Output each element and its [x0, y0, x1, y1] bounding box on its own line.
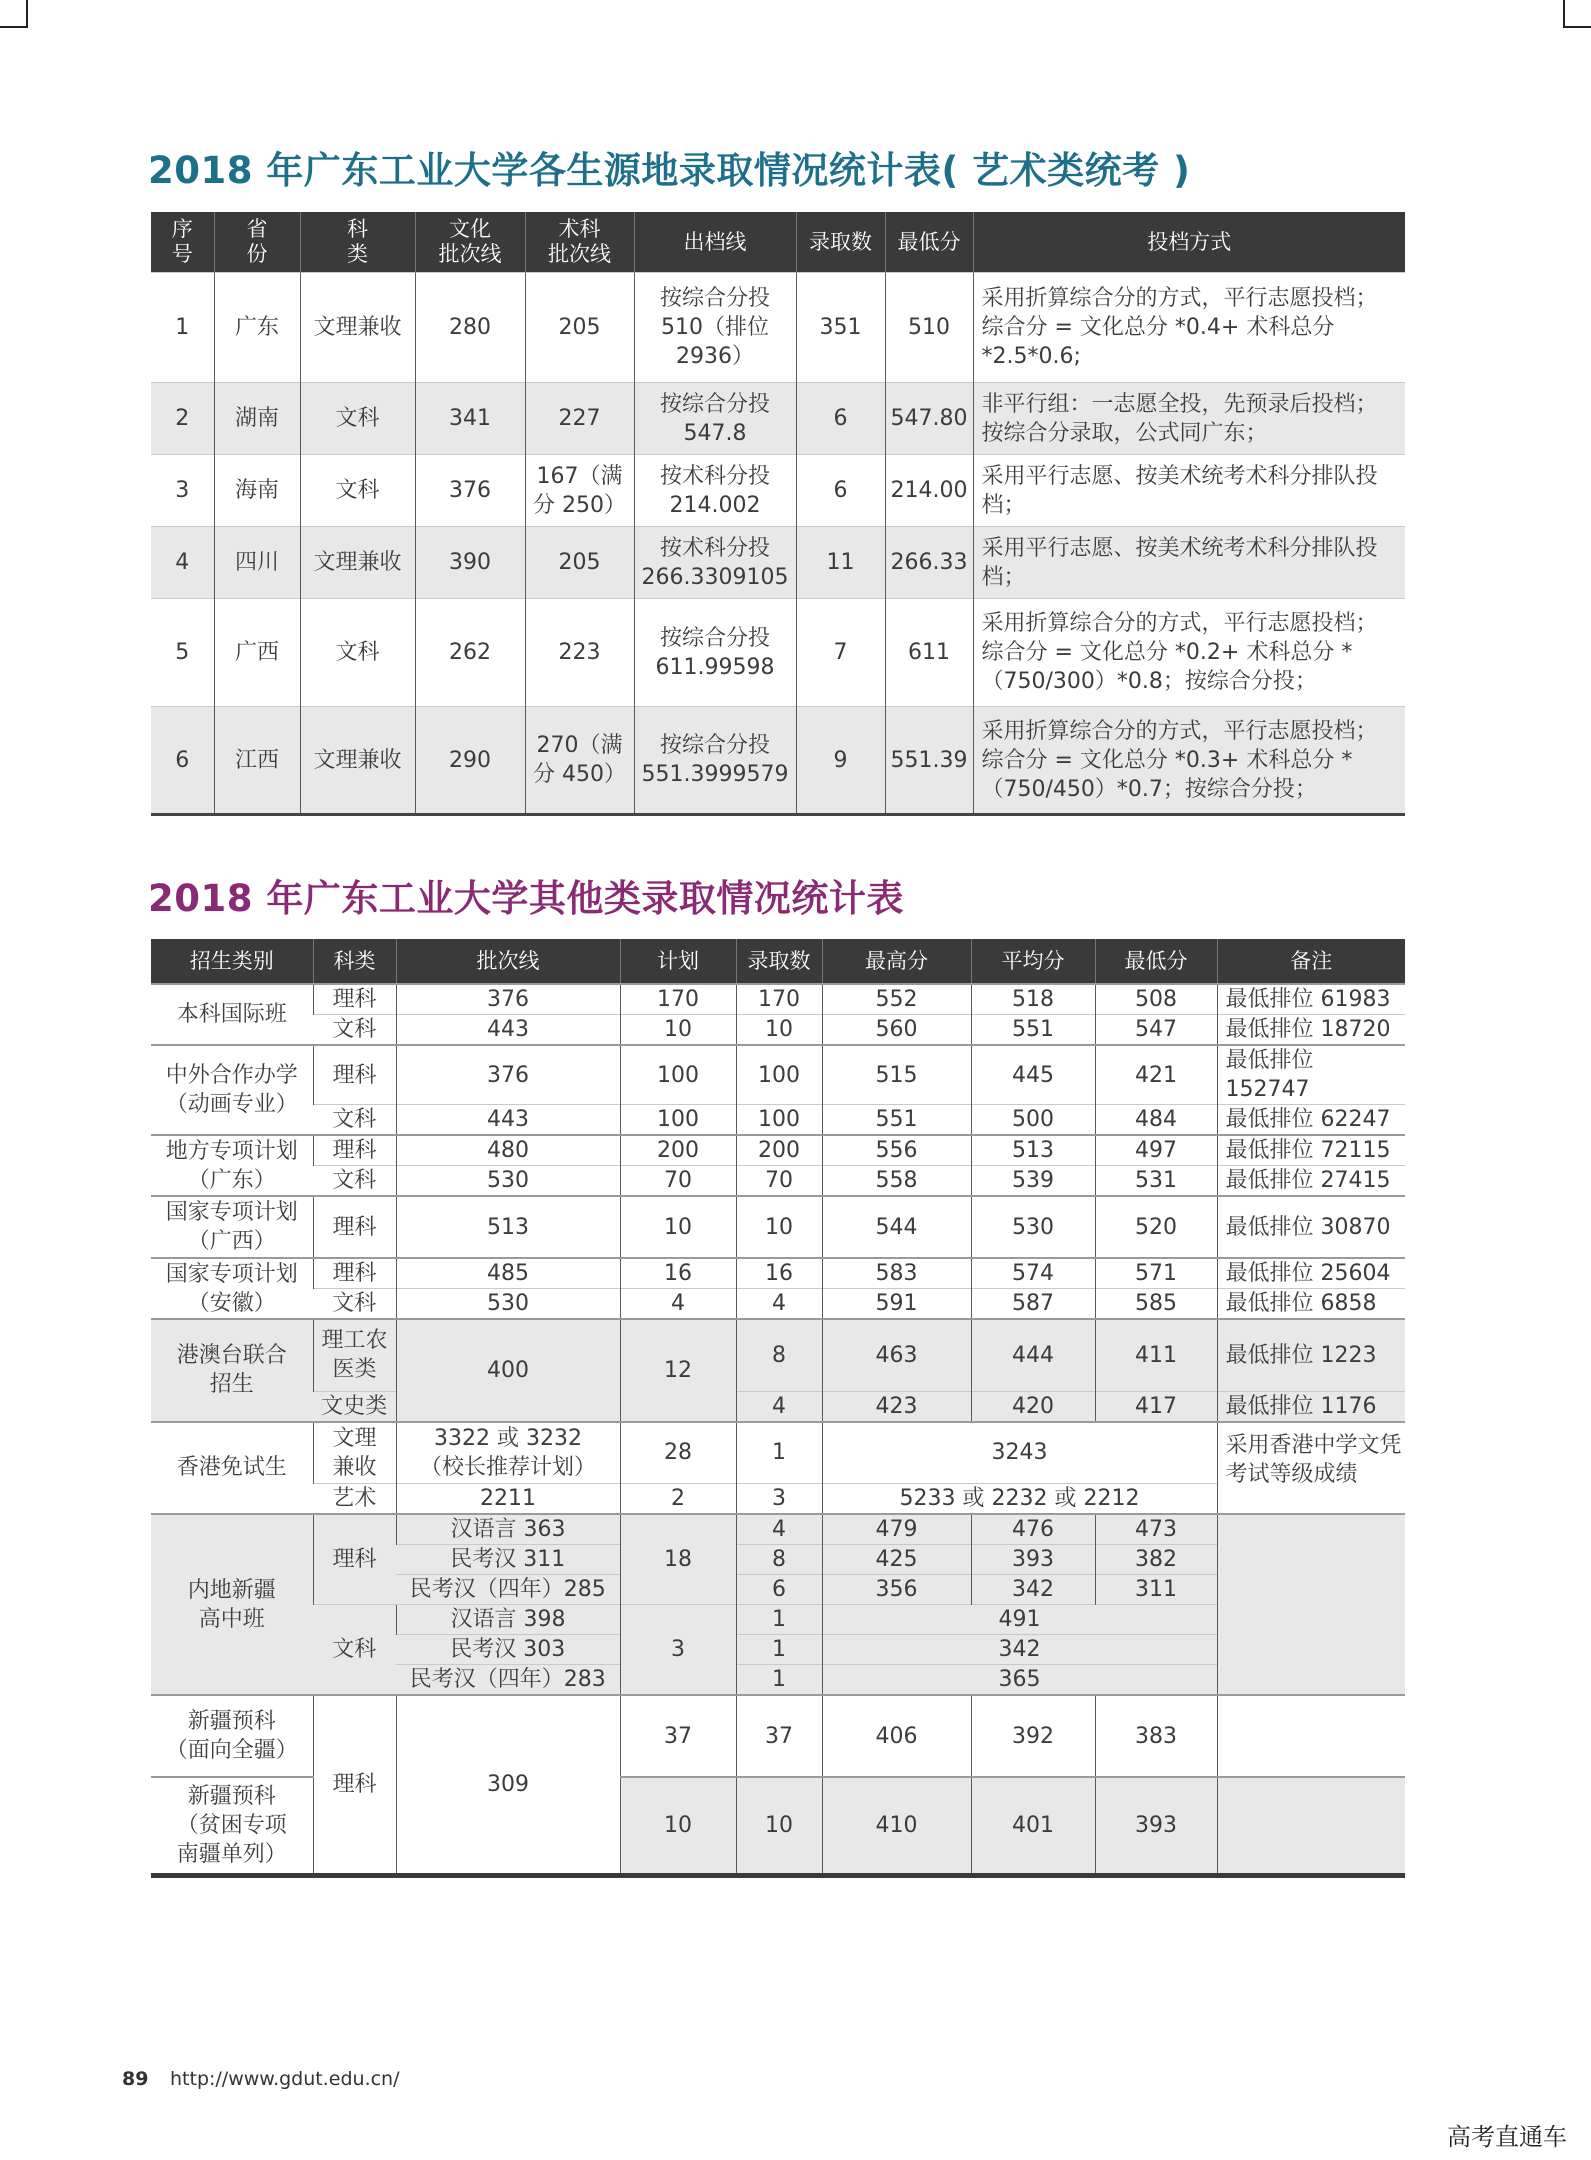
table-cell: 423 [822, 1391, 971, 1422]
table-row [151, 383, 1405, 455]
table-cell: 3 [620, 1605, 736, 1696]
table-cell: 江西 [214, 707, 300, 815]
table-cell: 520 [1095, 1196, 1217, 1258]
category-cell: 港澳台联合 招生 [151, 1319, 313, 1422]
column-header: 科 类 [300, 212, 415, 273]
table-cell: 4 [620, 1289, 736, 1320]
crop-mark-top-left [0, 0, 28, 28]
table-cell: 文科 [300, 455, 415, 527]
table-cell: 3 [151, 455, 214, 527]
table-cell: 518 [971, 984, 1095, 1015]
table-cell: 民考汉 303 [396, 1635, 620, 1665]
table-cell: 37 [736, 1695, 822, 1777]
table-row [151, 1422, 1405, 1484]
table-cell: 70 [736, 1166, 822, 1197]
table-cell: 理科 [313, 1135, 396, 1166]
table-cell: 513 [396, 1196, 620, 1258]
table-cell: 采用香港中学文凭 考试等级成绩 [1217, 1422, 1405, 1515]
table-cell: 民考汉 311 [396, 1545, 620, 1575]
table-cell: 100 [736, 1105, 822, 1136]
column-header: 录取数 [796, 212, 885, 273]
table-cell: 最低排位 62247 [1217, 1105, 1405, 1136]
table-cell: 按综合分投 551.3999579 [634, 707, 796, 815]
table-cell: 最低排位 1223 [1217, 1319, 1405, 1391]
table-cell: 484 [1095, 1105, 1217, 1136]
table-cell: 文科 [300, 383, 415, 455]
table-cell: 采用折算综合分的方式，平行志愿投档； 综合分 = 文化总分 *0.4+ 术科总分 *2.5*0.6; [973, 273, 1405, 383]
table-cell: 410 [822, 1777, 971, 1875]
table-cell: 500 [971, 1105, 1095, 1136]
table-cell: 497 [1095, 1135, 1217, 1166]
table-cell: 汉语言 398 [396, 1605, 620, 1635]
table-cell: 390 [415, 527, 525, 599]
table-cell: 文理兼收 [300, 273, 415, 383]
table-row [151, 1135, 1405, 1166]
table-cell: 8 [736, 1545, 822, 1575]
table-cell: 理科 [313, 1258, 396, 1289]
table-row [151, 527, 1405, 599]
table-cell: 2 [151, 383, 214, 455]
table-row [151, 1289, 1405, 1320]
table-cell: 445 [971, 1045, 1095, 1105]
table-cell: 400 [396, 1319, 620, 1422]
table-cell: 513 [971, 1135, 1095, 1166]
table-cell: 510 [885, 273, 973, 383]
table-cell: 非平行组：一志愿全投，先预录后投档； 按综合分录取，公式同广东； [973, 383, 1405, 455]
table-cell: 3243 [822, 1422, 1217, 1484]
table-cell: 530 [396, 1166, 620, 1197]
table-row [151, 1045, 1405, 1105]
table-cell: 最低排位 27415 [1217, 1166, 1405, 1197]
watermark: 高考直通车 [1447, 2123, 1567, 2151]
table-cell: 290 [415, 707, 525, 815]
table-cell: 558 [822, 1166, 971, 1197]
table-cell: 508 [1095, 984, 1217, 1015]
table-cell: 70 [620, 1166, 736, 1197]
page-number: 89 [122, 2068, 149, 2090]
column-header: 术科 批次线 [525, 212, 634, 273]
art-admission-table [151, 212, 1405, 816]
table-cell: 406 [822, 1695, 971, 1777]
table-cell: 411 [1095, 1319, 1217, 1391]
table-cell: 7 [796, 599, 885, 707]
table-cell: 文科 [313, 1605, 396, 1696]
table-cell [1217, 1514, 1405, 1695]
table-cell: 16 [620, 1258, 736, 1289]
category-cell: 香港免试生 [151, 1422, 313, 1515]
table-cell: 采用折算综合分的方式，平行志愿投档； 综合分 = 文化总分 *0.3+ 术科总分 * （750/450）*0.7；按综合分投； [973, 707, 1405, 815]
table-cell: 270（满 分 450） [525, 707, 634, 815]
table-cell: 591 [822, 1289, 971, 1320]
table-cell: 547 [1095, 1015, 1217, 1046]
table-cell: 443 [396, 1015, 620, 1046]
table-cell: 文科 [313, 1015, 396, 1046]
table-cell: 392 [971, 1695, 1095, 1777]
table-cell: 214.00 [885, 455, 973, 527]
table-cell: 556 [822, 1135, 971, 1166]
table-cell: 理科 [313, 1196, 396, 1258]
table-cell: 4 [736, 1391, 822, 1422]
table-cell: 476 [971, 1514, 1095, 1545]
column-header: 计划 [620, 939, 736, 984]
table-cell: 544 [822, 1196, 971, 1258]
table-cell: 530 [396, 1289, 620, 1320]
category-cell: 新疆预科 （贫困专项 南疆单列） [151, 1777, 313, 1875]
table-row [151, 455, 1405, 527]
table-cell: 2 [620, 1484, 736, 1515]
table-cell: 266.33 [885, 527, 973, 599]
table-row [151, 1319, 1405, 1391]
table-header-row [151, 939, 1405, 984]
table-cell: 574 [971, 1258, 1095, 1289]
table-cell: 10 [620, 1015, 736, 1046]
table-row [151, 1166, 1405, 1197]
table-cell: 文科 [313, 1105, 396, 1136]
table-cell: 1 [736, 1422, 822, 1484]
table-cell: 587 [971, 1289, 1095, 1320]
table-cell: 16 [736, 1258, 822, 1289]
table-cell: 12 [620, 1319, 736, 1422]
table-cell: 文史类 [313, 1391, 396, 1422]
table-cell: 9 [796, 707, 885, 815]
table-cell: 最低排位 30870 [1217, 1196, 1405, 1258]
table-cell: 473 [1095, 1514, 1217, 1545]
table-cell: 311 [1095, 1575, 1217, 1605]
table-cell: 文科 [313, 1166, 396, 1197]
table-cell: 551.39 [885, 707, 973, 815]
table-cell: 531 [1095, 1166, 1217, 1197]
column-header: 备注 [1217, 939, 1405, 984]
table-cell: 376 [396, 1045, 620, 1105]
column-header: 科类 [313, 939, 396, 984]
table-cell: 4 [736, 1289, 822, 1320]
column-header: 省 份 [214, 212, 300, 273]
table-cell: 10 [736, 1015, 822, 1046]
category-cell: 本科国际班 [151, 984, 313, 1045]
table-row [151, 984, 1405, 1015]
table-cell: 文理 兼收 [313, 1422, 396, 1484]
category-cell: 国家专项计划 （广西） [151, 1196, 313, 1258]
table-cell: 200 [736, 1135, 822, 1166]
table-row [151, 1105, 1405, 1136]
table-cell: 海南 [214, 455, 300, 527]
table-cell: 479 [822, 1514, 971, 1545]
table-row [151, 1196, 1405, 1258]
table-cell: 10 [620, 1196, 736, 1258]
table-cell: 四川 [214, 527, 300, 599]
table-cell: 100 [620, 1105, 736, 1136]
table-cell: 汉语言 363 [396, 1514, 620, 1545]
table2-title: 2018 年广东工业大学其他类录取情况统计表 [148, 877, 904, 920]
table-cell: 6 [736, 1575, 822, 1605]
table-cell: 376 [396, 984, 620, 1015]
table-cell: 223 [525, 599, 634, 707]
table-cell: 文理兼收 [300, 707, 415, 815]
table-cell: 最低排位 72115 [1217, 1135, 1405, 1166]
category-cell: 新疆预科 （面向全疆） [151, 1695, 313, 1777]
table-cell: 采用平行志愿、按美术统考术科分排队投档； [973, 455, 1405, 527]
table-cell: 356 [822, 1575, 971, 1605]
category-cell: 国家专项计划 （安徽） [151, 1258, 313, 1319]
table-cell: 227 [525, 383, 634, 455]
table-cell: 280 [415, 273, 525, 383]
table-cell: 530 [971, 1196, 1095, 1258]
table-cell: 理科 [313, 1695, 396, 1875]
table-row [151, 273, 1405, 383]
category-cell: 中外合作办学 （动画专业） [151, 1045, 313, 1135]
column-header: 最低分 [1095, 939, 1217, 984]
table-cell: 1 [736, 1605, 822, 1635]
table-cell: 10 [620, 1777, 736, 1875]
table-cell: 最低排位 1176 [1217, 1391, 1405, 1422]
table-cell: 10 [736, 1777, 822, 1875]
table-cell: 421 [1095, 1045, 1217, 1105]
table-cell: 383 [1095, 1695, 1217, 1777]
table-cell: 2211 [396, 1484, 620, 1515]
table-cell: 按综合分投 547.8 [634, 383, 796, 455]
table-cell: 10 [736, 1196, 822, 1258]
table-row [151, 1605, 1405, 1635]
table-cell: 按综合分投 510（排位 2936） [634, 273, 796, 383]
table-cell: 最低排位 6858 [1217, 1289, 1405, 1320]
column-header: 最高分 [822, 939, 971, 984]
table-cell: 4 [736, 1514, 822, 1545]
table-cell: 585 [1095, 1289, 1217, 1320]
table-cell: 205 [525, 273, 634, 383]
table-cell: 167（满 分 250） [525, 455, 634, 527]
other-admission-table [151, 939, 1405, 1878]
table-cell: 560 [822, 1015, 971, 1046]
table-cell: 420 [971, 1391, 1095, 1422]
table-cell: 按术科分投 214.002 [634, 455, 796, 527]
table-cell: 最低排位 152747 [1217, 1045, 1405, 1105]
table-row [151, 707, 1405, 815]
table-header-row [151, 212, 1405, 273]
table-cell: 539 [971, 1166, 1095, 1197]
table-cell: 393 [1095, 1777, 1217, 1875]
table-cell: 551 [971, 1015, 1095, 1046]
column-header: 批次线 [396, 939, 620, 984]
table-cell: 480 [396, 1135, 620, 1166]
table-row [151, 1484, 1405, 1515]
crop-mark-top-right [1563, 0, 1591, 28]
table-cell: 理工农 医类 [313, 1319, 396, 1391]
table-cell: 28 [620, 1422, 736, 1484]
table-cell: 444 [971, 1319, 1095, 1391]
table-cell: 文科 [313, 1289, 396, 1320]
table-cell: 200 [620, 1135, 736, 1166]
column-header: 序 号 [151, 212, 214, 273]
table-cell: 552 [822, 984, 971, 1015]
table-row [151, 1015, 1405, 1046]
table-cell: 1 [736, 1635, 822, 1665]
table-cell: 最低排位 18720 [1217, 1015, 1405, 1046]
table-cell: 采用平行志愿、按美术统考术科分排队投档； [973, 527, 1405, 599]
table-cell: 采用折算综合分的方式，平行志愿投档； 综合分 = 文化总分 *0.2+ 术科总分 * （750/300）*0.8；按综合分投； [973, 599, 1405, 707]
table-cell: 8 [736, 1319, 822, 1391]
table-cell: 1 [736, 1665, 822, 1696]
column-header: 投档方式 [973, 212, 1405, 273]
table-cell: 393 [971, 1545, 1095, 1575]
table-cell: 3322 或 3232 （校长推荐计划） [396, 1422, 620, 1484]
category-cell: 地方专项计划 （广东） [151, 1135, 313, 1196]
column-header: 平均分 [971, 939, 1095, 984]
table-cell: 文理兼收 [300, 527, 415, 599]
table-cell: 547.80 [885, 383, 973, 455]
table-cell: 262 [415, 599, 525, 707]
table-cell: 5233 或 2232 或 2212 [822, 1484, 1217, 1515]
table-cell: 理科 [313, 1514, 396, 1605]
table-cell: 583 [822, 1258, 971, 1289]
table-cell: 611 [885, 599, 973, 707]
table-cell: 民考汉（四年）283 [396, 1665, 620, 1696]
category-cell: 内地新疆 高中班 [151, 1514, 313, 1695]
table-cell: 417 [1095, 1391, 1217, 1422]
table-cell: 463 [822, 1319, 971, 1391]
table-row [151, 1695, 1405, 1777]
table-cell: 309 [396, 1695, 620, 1875]
table-cell: 100 [620, 1045, 736, 1105]
table-cell: 6 [796, 455, 885, 527]
table-cell: 341 [415, 383, 525, 455]
table-cell: 艺术 [313, 1484, 396, 1515]
table-cell: 342 [822, 1635, 1217, 1665]
website-url: http://www.gdut.edu.cn/ [170, 2068, 400, 2090]
table-cell: 342 [971, 1575, 1095, 1605]
table1-title: 2018 年广东工业大学各生源地录取情况统计表( 艺术类统考 ) [148, 149, 1191, 192]
table-cell: 571 [1095, 1258, 1217, 1289]
table-cell: 5 [151, 599, 214, 707]
table-cell: 6 [151, 707, 214, 815]
table-cell: 最低排位 61983 [1217, 984, 1405, 1015]
table-cell: 4 [151, 527, 214, 599]
column-header: 出档线 [634, 212, 796, 273]
table-cell: 376 [415, 455, 525, 527]
table-cell: 551 [822, 1105, 971, 1136]
table-cell: 37 [620, 1695, 736, 1777]
table-cell: 170 [736, 984, 822, 1015]
table-row [151, 1514, 1405, 1545]
table-cell: 18 [620, 1514, 736, 1605]
table-cell: 443 [396, 1105, 620, 1136]
table-cell: 11 [796, 527, 885, 599]
table-cell: 205 [525, 527, 634, 599]
column-header: 招生类别 [151, 939, 313, 984]
column-header: 文化 批次线 [415, 212, 525, 273]
table-cell: 401 [971, 1777, 1095, 1875]
table-cell: 民考汉（四年）285 [396, 1575, 620, 1605]
table-cell: 485 [396, 1258, 620, 1289]
table-cell: 170 [620, 984, 736, 1015]
table-cell: 广东 [214, 273, 300, 383]
table-cell: 100 [736, 1045, 822, 1105]
table-row [151, 599, 1405, 707]
table-cell: 理科 [313, 984, 396, 1015]
table-row [151, 1258, 1405, 1289]
table-cell: 理科 [313, 1045, 396, 1105]
table-cell: 6 [796, 383, 885, 455]
table-cell: 382 [1095, 1545, 1217, 1575]
table-cell: 365 [822, 1665, 1217, 1696]
table-row [151, 1391, 1405, 1422]
table-cell: 491 [822, 1605, 1217, 1635]
table-cell: 351 [796, 273, 885, 383]
table-cell: 425 [822, 1545, 971, 1575]
table-cell: 湖南 [214, 383, 300, 455]
table-cell: 515 [822, 1045, 971, 1105]
table-cell [1217, 1777, 1405, 1875]
table-cell: 按术科分投 266.3309105 [634, 527, 796, 599]
table-cell: 文科 [300, 599, 415, 707]
table-cell: 最低排位 25604 [1217, 1258, 1405, 1289]
column-header: 最低分 [885, 212, 973, 273]
table-cell: 广西 [214, 599, 300, 707]
table-cell: 3 [736, 1484, 822, 1515]
table-cell: 1 [151, 273, 214, 383]
column-header: 录取数 [736, 939, 822, 984]
table-cell [1217, 1695, 1405, 1777]
table-cell: 按综合分投 611.99598 [634, 599, 796, 707]
